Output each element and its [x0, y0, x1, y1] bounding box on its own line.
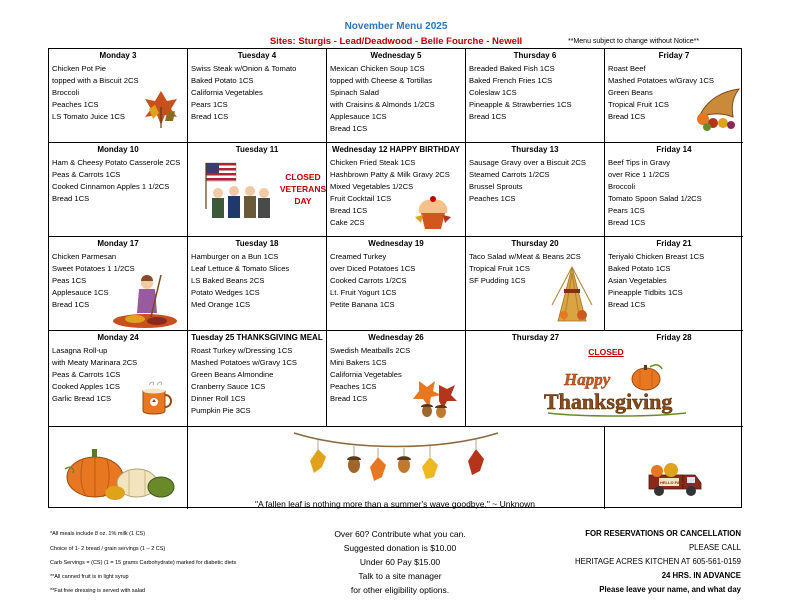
footnote-dressing: **Fat free dressing is served with salad — [50, 588, 146, 594]
autumn-leaves-icon — [141, 87, 181, 129]
menu-item: Mini Bakers 1CS — [330, 358, 387, 367]
leaf-garland-icon — [292, 427, 500, 489]
menu-item: Chicken Pot Pie — [52, 64, 107, 73]
day-header: Wednesday 5 — [370, 51, 422, 60]
menu-grid — [48, 48, 742, 508]
menu-item: Brussel Sprouts — [469, 182, 523, 191]
menu-item: Bread 1CS — [330, 124, 368, 133]
menu-item: Green Beans — [608, 88, 653, 97]
menu-item: Mashed Potatoes w/Gravy 1CS — [608, 76, 714, 85]
menu-item: LS Tomato Juice 1CS — [52, 112, 125, 121]
menu-item: Applesauce 1CS — [52, 288, 109, 297]
closed-reason: DAY — [294, 196, 312, 206]
menu-item: Chicken Parmesan — [52, 252, 117, 261]
menu-item: Broccoli — [52, 88, 80, 97]
day-cell-thu20 — [466, 237, 605, 331]
day-cell-wed5 — [327, 49, 466, 143]
menu-item: with Craisins & Almonds 1/2CS — [330, 100, 435, 109]
day-cell-tue25 — [188, 331, 327, 427]
menu-item: Dinner Roll 1CS — [191, 394, 246, 403]
footnote-carb: Carb Servings = (CS) (1 = 15 grams Carbohydrate) marked for diabetic diets — [50, 560, 237, 566]
corn-shock-icon — [550, 265, 594, 325]
veterans-flag-icon — [202, 161, 274, 227]
day-cell-fri14 — [605, 143, 743, 237]
menu-item: Roast Turkey w/Dressing 1CS — [191, 346, 293, 355]
menu-item: Peas 1CS — [52, 276, 87, 285]
leaf-rake-girl-icon — [111, 271, 179, 329]
day-header: Friday 7 — [658, 51, 690, 60]
menu-item: with Meaty Marinara 2CS — [52, 358, 138, 367]
menu-item: Cooked Apples 1CS — [52, 382, 120, 391]
donation-line: Suggested donation is $10.00 — [343, 543, 457, 553]
menu-item: Steamed Carrots 1/2CS — [469, 170, 550, 179]
menu-item: Swiss Steak w/Onion & Tomato — [191, 64, 297, 73]
menu-item: Tropical Fruit 1CS — [469, 264, 530, 273]
day-header: Friday 28 — [656, 333, 692, 342]
menu-item: Leaf Lettuce & Tomato Slices — [191, 264, 290, 273]
reservation-info — [575, 527, 741, 597]
day-cell-wed12 — [327, 143, 466, 237]
menu-item: Baked Potato 1CS — [608, 264, 671, 273]
menu-item: Peaches 1CS — [469, 194, 516, 203]
menu-item: Swedish Meatballs 2CS — [330, 346, 411, 355]
menu-item: Roast Beef — [608, 64, 646, 73]
donation-line: Talk to a site manager — [358, 571, 442, 581]
menu-notice: **Menu subject to change without Notice** — [568, 38, 700, 45]
menu-item: Pumpkin Pie 3CS — [191, 406, 251, 415]
menu-title: November Menu 2025 — [344, 21, 448, 32]
menu-item: Bread 1CS — [52, 194, 90, 203]
cornucopia-icon — [693, 83, 741, 133]
footnote-fruit: **All canned fruit is in light syrup — [50, 574, 129, 580]
pumpkins-cell — [49, 427, 188, 509]
menu-item: Fruit Cocktail 1CS — [330, 194, 392, 203]
donation-line: Over 60? Contribute what you can. — [334, 529, 466, 539]
day-header: Wednesday 19 — [368, 239, 424, 248]
day-cell-wed26 — [327, 331, 466, 427]
menu-item: Cooked Cinnamon Apples 1 1/2CS — [52, 182, 170, 191]
closed-label: CLOSED — [588, 347, 624, 357]
truck-sign-text: HELLO FALL — [660, 480, 685, 485]
menu-item: Pears 1CS — [608, 206, 645, 215]
day-cell-tue18 — [188, 237, 327, 331]
menu-item: Asian Vegetables — [608, 276, 667, 285]
donation-line: Under 60 Pay $15.00 — [359, 557, 441, 567]
thanksgiving-text: Thanksgiving — [544, 389, 673, 414]
day-header: Tuesday 4 — [237, 51, 277, 60]
day-header: Tuesday 25 THANKSGIVING MEAL — [191, 333, 323, 342]
happy-thanksgiving-banner — [542, 361, 692, 419]
happy-text: Happy — [564, 370, 611, 389]
day-header: Thursday 13 — [511, 145, 559, 154]
quote-cell — [188, 427, 605, 509]
reservation-heading: FOR RESERVATIONS OR CANCELLATION — [585, 529, 741, 538]
menu-item: Taco Salad w/Meat & Beans 2CS — [469, 252, 581, 261]
menu-item: Bread 1CS — [330, 206, 368, 215]
menu-item: Bread 1CS — [469, 112, 507, 121]
menu-item: Baked French Fries 1CS — [469, 76, 553, 85]
menu-item: Beef Tips in Gravy — [608, 158, 671, 167]
closed-notice — [278, 171, 327, 207]
day-header: Monday 10 — [97, 145, 139, 154]
donation-line: for other eligibility options. — [350, 585, 450, 595]
day-header: Wednesday 26 — [368, 333, 424, 342]
fall-quote: "A fallen leaf is nothing more than a summer's wave goodbye." ~ Unknown — [254, 499, 536, 509]
menu-item: Mexican Chicken Soup 1CS — [330, 64, 425, 73]
menu-item: Lasagna Roll-up — [52, 346, 108, 355]
day-header: Friday 14 — [656, 145, 692, 154]
menu-item: California Vegetables — [330, 370, 402, 379]
menu-item: Peas & Carrots 1CS — [52, 370, 121, 379]
menu-item: Coleslaw 1CS — [469, 88, 517, 97]
menu-item: Peaches 1CS — [52, 100, 99, 109]
menu-item: Bread 1CS — [608, 218, 646, 227]
day-header: Monday 24 — [97, 333, 139, 342]
day-header: Friday 21 — [656, 239, 692, 248]
reservation-line: 24 HRS. IN ADVANCE — [661, 571, 741, 580]
reservation-line: PLEASE CALL — [688, 543, 741, 552]
reservation-phone: HERITAGE ACRES KITCHEN AT 605-561-0159 — [575, 557, 741, 566]
menu-item: California Vegetables — [191, 88, 263, 97]
menu-item: Hamburger on a Bun 1CS — [191, 252, 279, 261]
pumpkins-icon — [61, 439, 177, 501]
day-cell-fri21 — [605, 237, 743, 331]
acorn-leaves-icon — [409, 377, 459, 419]
day-cell-thu6 — [466, 49, 605, 143]
day-header: Thursday 27 — [511, 333, 560, 342]
menu-item: Garlic Bread 1CS — [52, 394, 112, 403]
day-header: Thursday 20 — [511, 239, 559, 248]
cupcake-icon — [413, 195, 453, 231]
menu-item: Pineapple & Strawberries 1CS — [469, 100, 572, 109]
menu-item: Creamed Turkey — [330, 252, 387, 261]
menu-item: Cooked Carrots 1/2CS — [330, 276, 407, 285]
menu-item: Petite Banana 1CS — [330, 300, 395, 309]
closed-reason: VETERANS — [279, 184, 327, 194]
menu-item: LS Baked Beans 2CS — [191, 276, 265, 285]
menu-item: Potato Wedges 1CS — [191, 288, 260, 297]
menu-item: SF Pudding 1CS — [469, 276, 526, 285]
menu-item: topped with a Biscuit 2CS — [52, 76, 139, 85]
menu-item: Tropical Fruit 1CS — [608, 100, 669, 109]
donation-info — [300, 527, 500, 597]
footnote-bread: Choice of 1- 2 bread / grain servings (1 – 2 CS) — [50, 546, 166, 552]
menu-item: over Diced Potatoes 1CS — [330, 264, 416, 273]
menu-item: Broccoli — [608, 182, 636, 191]
menu-item: Green Beans Almondine — [191, 370, 274, 379]
reservation-line: Please leave your name, and what day — [599, 585, 741, 594]
menu-item: Tomato Spoon Salad 1/2CS — [608, 194, 702, 203]
menu-item: Bread 1CS — [52, 300, 90, 309]
day-header: Wednesday 12 HAPPY BIRTHDAY — [332, 145, 460, 154]
menu-item: Applesauce 1CS — [330, 112, 387, 121]
truck-cell — [605, 427, 743, 509]
day-cell-mon3 — [49, 49, 188, 143]
menu-item: Bread 1CS — [191, 112, 229, 121]
menu-item: Cranberry Sauce 1CS — [191, 382, 266, 391]
day-cell-thu13 — [466, 143, 605, 237]
menu-item: over Rice 1 1/2CS — [608, 170, 670, 179]
pumpkin-mug-icon — [137, 381, 177, 417]
menu-item: Breaded Baked Fish 1CS — [469, 64, 555, 73]
day-cell-mon17 — [49, 237, 188, 331]
menu-item: Cake 2CS — [330, 218, 365, 227]
menu-item: Bread 1CS — [330, 394, 368, 403]
day-header: Tuesday 18 — [235, 239, 279, 248]
menu-item: Hashbrown Patty & Milk Gravy 2CS — [330, 170, 450, 179]
day-cell-fri7 — [605, 49, 743, 143]
sites-line: Sites: Sturgis - Lead/Deadwood - Belle Fourche - Newell — [269, 36, 523, 47]
fall-truck-icon — [645, 461, 705, 499]
menu-item: Peas & Carrots 1CS — [52, 170, 121, 179]
menu-item: Chicken Fried Steak 1CS — [330, 158, 416, 167]
menu-item: Mashed Potatoes w/Gravy 1CS — [191, 358, 297, 367]
menu-item: Peaches 1CS — [330, 382, 377, 391]
menu-item: Pears 1CS — [191, 100, 228, 109]
menu-item: Sweet Potatoes 1 1/2CS — [52, 264, 135, 273]
day-header: Monday 17 — [97, 239, 139, 248]
day-cell-tue11 — [188, 143, 327, 237]
menu-item: topped with Cheese & Tortillas — [330, 76, 433, 85]
closed-label: CLOSED — [285, 172, 321, 182]
thanksgiving-span-cell — [466, 331, 743, 427]
day-cell-wed19 — [327, 237, 466, 331]
footnote-milk: *All meals include 8 oz. 1% milk (1 CS) — [50, 531, 146, 537]
day-header: Monday 3 — [99, 51, 137, 60]
menu-item: Lt. Fruit Yogurt 1CS — [330, 288, 397, 297]
menu-item: Mixed Vegetables 1/2CS — [330, 182, 414, 191]
menu-item: Ham & Cheesy Potato Casserole 2CS — [52, 158, 181, 167]
menu-item: Bread 1CS — [608, 300, 646, 309]
menu-item: Bread 1CS — [608, 112, 646, 121]
menu-item: Sausage Gravy over a Biscuit 2CS — [469, 158, 586, 167]
day-header: Thursday 6 — [513, 51, 557, 60]
menu-item: Baked Potato 1CS — [191, 76, 254, 85]
menu-item: Med Orange 1CS — [191, 300, 251, 309]
day-cell-mon24 — [49, 331, 188, 427]
menu-item: Teriyaki Chicken Breast 1CS — [608, 252, 705, 261]
day-cell-mon10 — [49, 143, 188, 237]
menu-item: Pineapple Tidbits 1CS — [608, 288, 683, 297]
menu-item: Spinach Salad — [330, 88, 379, 97]
day-header: Tuesday 11 — [235, 145, 279, 154]
day-cell-tue4 — [188, 49, 327, 143]
